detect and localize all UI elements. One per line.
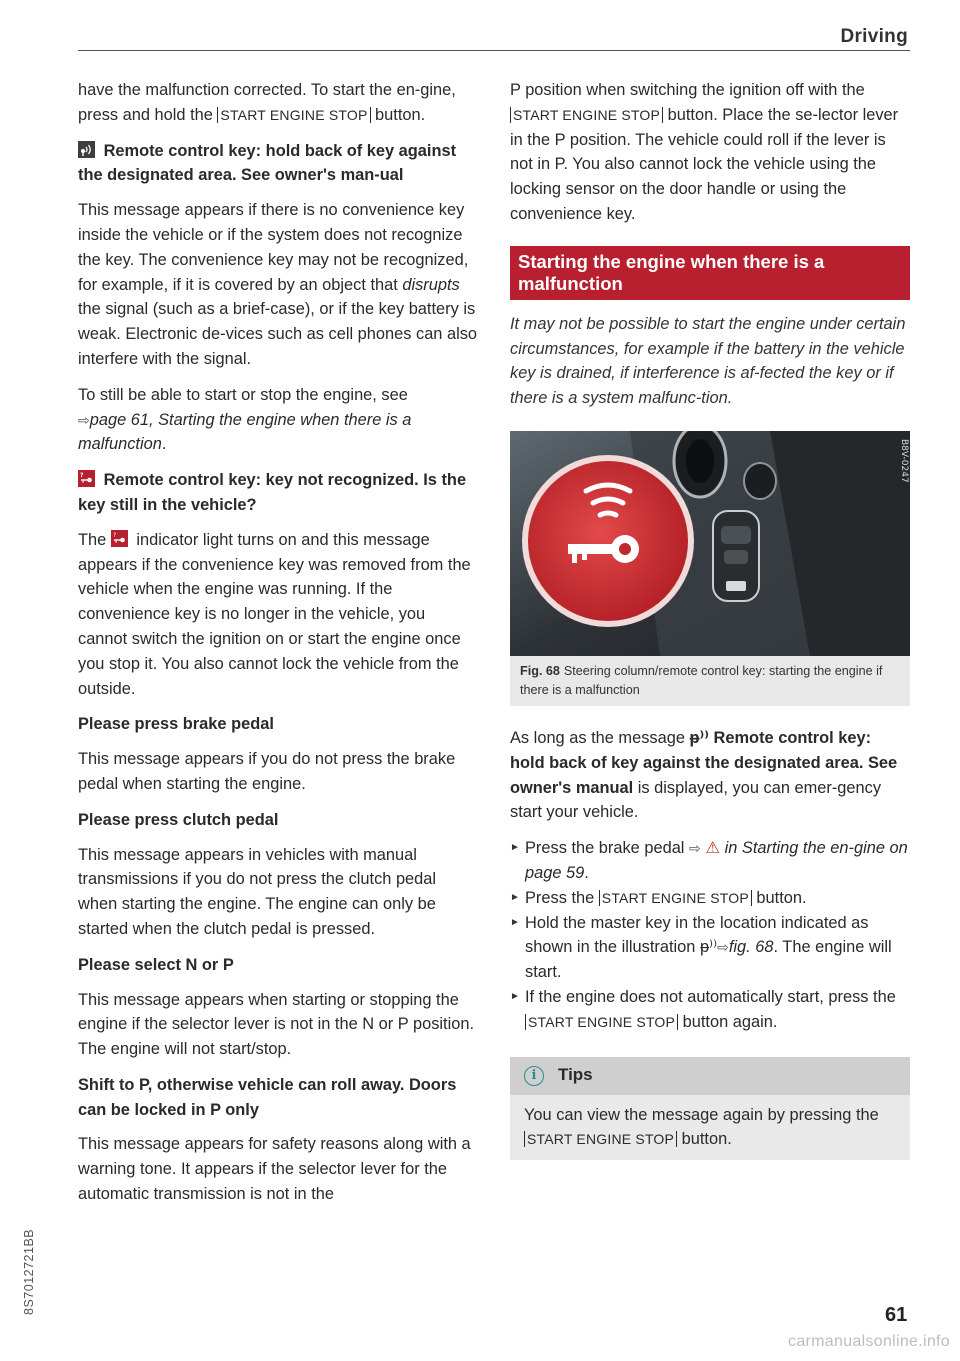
arrow-ref-icon: ⇨	[689, 840, 701, 857]
header-rule	[78, 50, 910, 51]
list-item: ► Hold the master key in the location indicated as shown in the illustration ᵽ⁾⁾⇨fig. 68. The engine will start.	[510, 911, 910, 985]
svg-text:?: ?	[80, 472, 84, 480]
paragraph: This message appears when starting or stopping the engine if the selector lever is not in the N or P position. The engine will not start/stop.	[78, 990, 475, 1059]
paragraph: have the malfunction corrected. To start the en-gine, press and hold the START ENGINE STOP button.	[78, 81, 456, 124]
tips-body: You can view the message again by pressing the START ENGINE STOP button.	[524, 1105, 879, 1149]
key-signal-indicator-icon	[78, 141, 95, 158]
start-engine-stop-key-label: START ENGINE STOP	[525, 1014, 678, 1030]
info-icon: i	[524, 1066, 544, 1086]
tips-header: i Tips	[510, 1057, 910, 1095]
paragraph: P position when switching the ignition off with the START ENGINE STOP button. Place the se-lector lever in the P position. The vehicle could roll if the lever is not in P. You also cannot lock the vehicle using the locking sensor on the door handle or using the convenience key.	[510, 81, 899, 223]
message-heading-shift-to-p: Shift to P, otherwise vehicle can roll away. Doors can be locked in P only	[78, 1075, 457, 1119]
figure-caption: Fig. 68 Steering column/remote control key: starting the engine if there is a malfunction	[520, 663, 883, 697]
figure-code: B8V-0247	[899, 438, 909, 483]
message-heading-remote-key: Remote control key: hold back of key against the designated area. See owner's man-ual	[78, 141, 457, 185]
running-head: Driving	[840, 26, 908, 47]
warning-icon: ⚠	[705, 839, 721, 858]
key-warning-indicator-icon	[111, 530, 128, 547]
start-engine-stop-key-label: START ENGINE STOP	[524, 1131, 677, 1147]
figure-link[interactable]: fig. 68	[728, 938, 774, 957]
paragraph: This message appears for safety reasons along with a warning tone. It appears if the selector lever for the automatic transmission is not in the	[78, 1135, 471, 1204]
arrow-ref-icon: ⇨	[78, 411, 90, 428]
start-engine-stop-key-label: START ENGINE STOP	[599, 890, 752, 906]
message-heading-brake: Please press brake pedal	[78, 715, 274, 734]
message-heading-clutch: Please press clutch pedal	[78, 810, 279, 829]
section-lead: It may not be possible to start the engine under certain circumstances, for example if the battery in the vehicle key is drained, if interference is af-fected the key or if there is a system malfunc-tion.	[510, 314, 906, 408]
start-engine-stop-key-label: START ENGINE STOP	[510, 107, 663, 123]
key-warning-indicator-icon	[78, 470, 95, 487]
document-code: 8S7012721BB	[22, 1228, 36, 1315]
list-item: ► Press the START ENGINE STOP button.	[510, 886, 910, 911]
key-signal-glyph-icon: ᵽ⁾⁾	[689, 728, 709, 747]
message-heading-key-not-recognized: ? Remote control key: key not recognized. Is the key still in the vehicle?	[78, 471, 467, 514]
steering-column-illustration	[510, 431, 910, 656]
left-column	[78, 78, 478, 1218]
page-link[interactable]: in Starting the en-gine on page 59	[525, 839, 908, 882]
tips-box	[510, 1057, 910, 1161]
paragraph: This message appears in vehicles with manual transmissions if you do not press the clutch pedal when starting the engine. The engine can only be started when the clutch pedal is pressed.	[78, 845, 437, 938]
paragraph: To still be able to start or stop the engine, see ⇨page 61, Starting the engine when there is a malfunction.	[78, 385, 412, 454]
page-number: 61	[885, 1304, 908, 1326]
watermark: carmanualsonline.info	[788, 1333, 950, 1350]
start-engine-stop-key-label: START ENGINE STOP	[217, 107, 370, 123]
paragraph: The ? indicator light turns on and this message appears if the convenience key was removed from the vehicle when the engine was running. If the convenience key is no longer in the vehicle, you cannot switch the ignition on or start the engine once you stop it. You also cannot lock the vehicle from the outside.	[78, 530, 471, 698]
section-banner: Starting the engine when there is a malfunction	[510, 246, 910, 300]
paragraph: As long as the message ᵽ⁾⁾ Remote control key: hold back of key against the designated area. See owner's manual is displayed, you can emer-gency start your vehicle.	[510, 728, 898, 822]
list-item: ► If the engine does not automatically start, press the START ENGINE STOP button again.	[510, 985, 910, 1035]
svg-text:?: ?	[112, 531, 116, 539]
steps-list	[510, 836, 910, 1034]
page-link[interactable]: page 61, Starting the engine when there is a malfunction	[78, 410, 412, 454]
key-signal-glyph-icon: ᵽ⁾⁾	[699, 938, 718, 957]
message-heading-select-n-or-p: Please select N or P	[78, 955, 234, 974]
figure-68	[510, 431, 910, 706]
paragraph: This message appears if there is no convenience key inside the vehicle or if the system does not recognize the key. The convenience key may not be recognized, for example, if it is covered by an object that disrupts the signal (such as a brief-case), or if the key battery is weak. Electronic de-vices such as cell phones can also interfere with the signal.	[78, 201, 478, 368]
list-item: ► Press the brake pedal ⇨ ⚠ in Starting the en-gine on page 59.	[510, 836, 910, 886]
right-column	[510, 78, 910, 1160]
paragraph: This message appears if you do not press the brake pedal when starting the engine.	[78, 750, 456, 793]
arrow-ref-icon: ⇨	[717, 939, 729, 956]
